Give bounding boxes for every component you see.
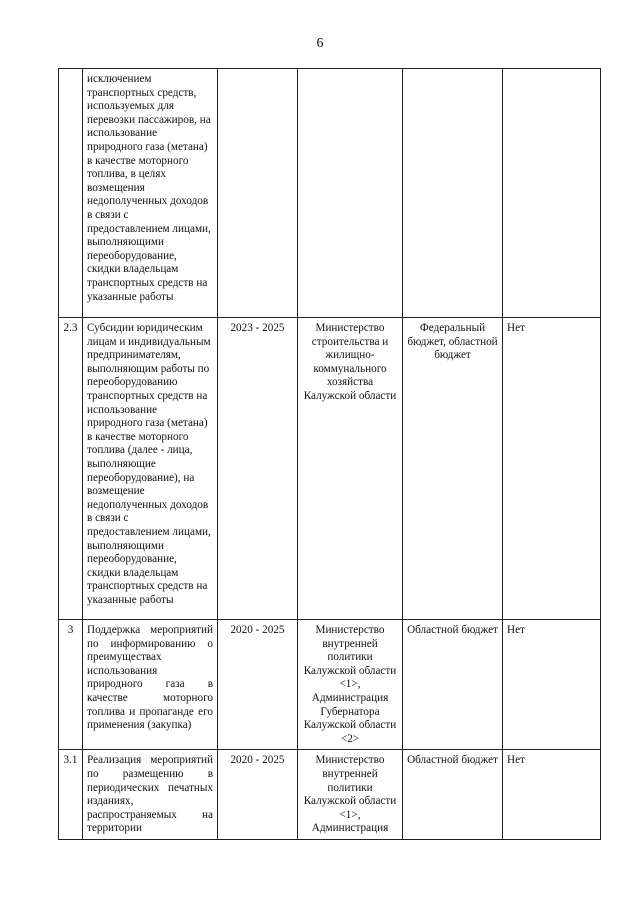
row-number-cell: 3.1 <box>59 750 83 840</box>
executor-cell: Министерство внутренней политики Калужской области <1>, Администрация Губернатора Калужской области <2> <box>298 620 403 750</box>
funding-source-cell: Областной бюджет <box>403 620 503 750</box>
executor-cell: Министерство внутренней политики Калужской области <1>, Администрация <box>298 750 403 840</box>
term-cell: 2023 - 2025 <box>218 318 298 620</box>
executor-cell <box>298 69 403 318</box>
page-number: 6 <box>316 36 324 51</box>
result-cell <box>503 69 601 318</box>
row-number-cell: 3 <box>59 620 83 750</box>
result-cell: Нет <box>503 620 601 750</box>
funding-source-cell: Федеральный бюджет, областной бюджет <box>403 318 503 620</box>
table-row <box>59 750 601 840</box>
result-cell: Нет <box>503 750 601 840</box>
row-number-cell: 2.3 <box>59 318 83 620</box>
row-number-cell <box>59 69 83 318</box>
term-cell: 2020 - 2025 <box>218 620 298 750</box>
measure-name-cell: Поддержка мероприятий по информированию о преимуществах использования природного газа в качестве моторного топлива и пропаганде его применения (закупка) <box>83 620 218 750</box>
measure-name-cell: исключением транспортных средств, используемых для перевозки пассажиров, на использование природного газа (метана) в качестве моторного топлива, в целях возмещения недополученных доходов в связи с предоставлением лицами, выполняющими переоборудование, скидки владельцам транспортных средств на указанные работы <box>83 69 218 318</box>
result-cell: Нет <box>503 318 601 620</box>
measure-name-cell: Субсидии юридическим лицам и индивидуальным предпринимателям, выполняющим работы по переоборудованию транспортных средств на использование природного газа (метана) в качестве моторного топлива (далее - лица, выполняющие переоборудование), на возмещение недополученных доходов в связи с предоставлением лицами, выполняющими переоборудование, скидки владельцам транспортных средств на указанные работы <box>83 318 218 620</box>
executor-cell: Министерство строительства и жилищно-коммунального хозяйства Калужской области <box>298 318 403 620</box>
term-cell <box>218 69 298 318</box>
table-row <box>59 69 601 318</box>
table-row <box>59 318 601 620</box>
program-measures-table <box>58 68 601 840</box>
table-row <box>59 620 601 750</box>
term-cell: 2020 - 2025 <box>218 750 298 840</box>
funding-source-cell <box>403 69 503 318</box>
measure-name-cell: Реализация мероприятий по размещению в периодических печатных изданиях, распространяемых на территории <box>83 750 218 840</box>
funding-source-cell: Областной бюджет <box>403 750 503 840</box>
